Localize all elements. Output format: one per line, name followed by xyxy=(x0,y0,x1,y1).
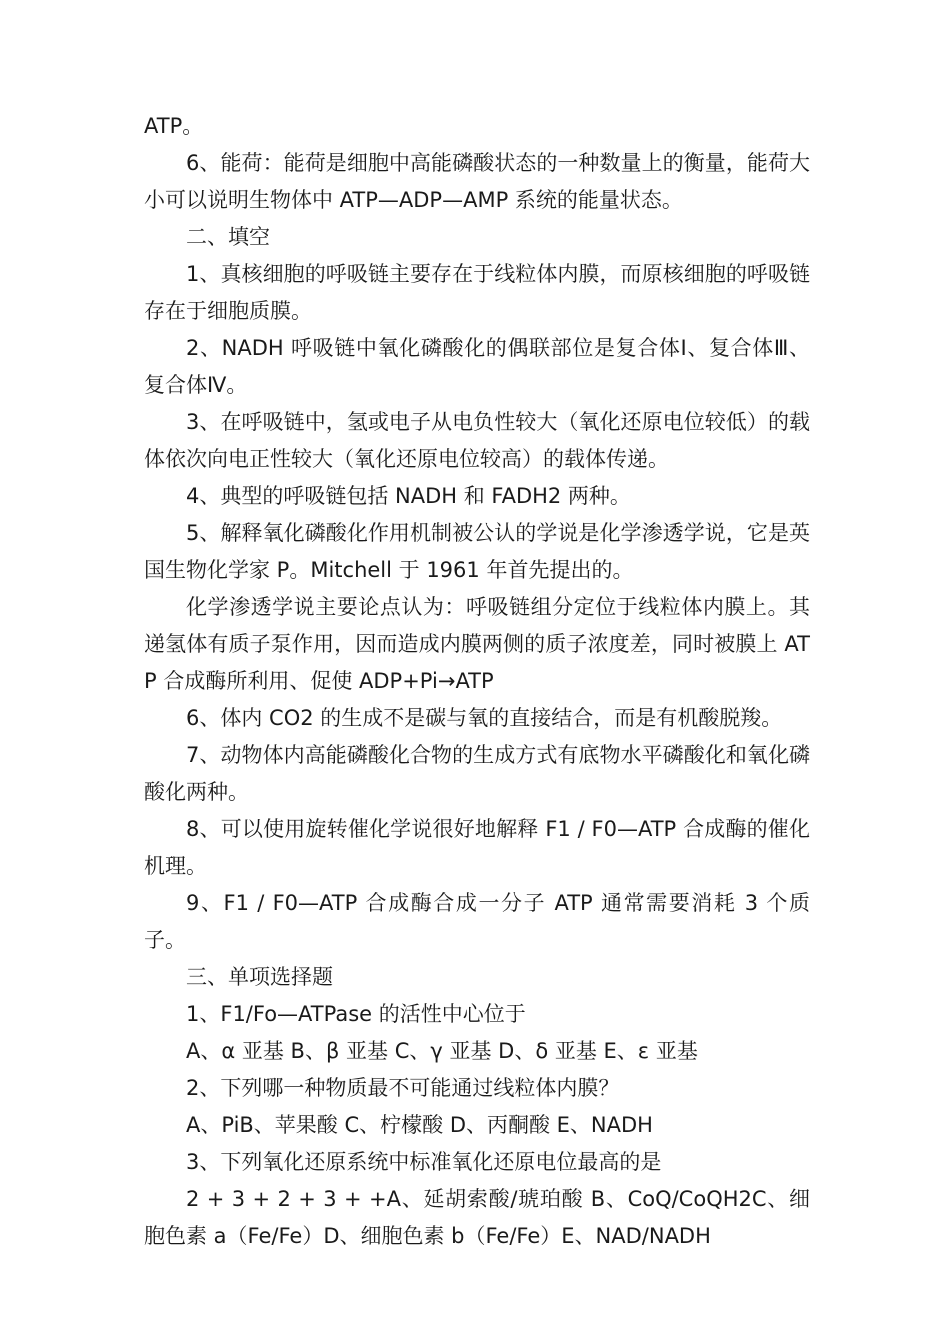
paragraph-fill-9: 9、F1 / F0—ATP 合成酶合成一分子 ATP 通常需要消耗 3 个质子。 xyxy=(144,891,810,952)
paragraph-energy-charge: 6、能荷：能荷是细胞中高能磷酸状态的一种数量上的衡量，能荷大小可以说明生物体中 ATP—ADP—AMP 系统的能量状态。 xyxy=(144,151,810,212)
section-heading-single-choice: 三、单项选择题 xyxy=(186,965,333,989)
paragraph-fill-6: 6、体内 CO2 的生成不是碳与氧的直接结合，而是有机酸脱羧。 xyxy=(186,706,783,730)
paragraph-fill-8: 8、可以使用旋转催化学说很好地解释 F1 / F0—ATP 合成酶的催化机理。 xyxy=(144,817,810,878)
question-1: 1、F1/Fo—ATPase 的活性中心位于 xyxy=(186,1002,526,1026)
question-2-options: A、PiB、苹果酸 C、柠檬酸 D、丙酮酸 E、NADH xyxy=(186,1113,653,1137)
question-3: 3、下列氧化还原系统中标准氧化还原电位最高的是 xyxy=(186,1150,662,1174)
paragraph-fill-2: 2、NADH 呼吸链中氧化磷酸化的偶联部位是复合体Ⅰ、复合体Ⅲ、复合体Ⅳ。 xyxy=(144,336,810,397)
paragraph-fill-5: 5、解释氧化磷酸化作用机制被公认的学说是化学渗透学说，它是英国生物化学家 P。Mitchell 于 1961 年首先提出的。 xyxy=(144,521,810,582)
paragraph-fill-1: 1、真核细胞的呼吸链主要存在于线粒体内膜，而原核细胞的呼吸链存在于细胞质膜。 xyxy=(144,262,810,323)
paragraph-fill-4: 4、典型的呼吸链包括 NADH 和 FADH2 两种。 xyxy=(186,484,631,508)
paragraph-atp-continuation: ATP。 xyxy=(144,114,204,138)
document-body xyxy=(144,108,810,1255)
question-1-options: A、α 亚基 B、β 亚基 C、γ 亚基 D、δ 亚基 E、ε 亚基 xyxy=(186,1039,698,1063)
question-3-options: 2 + 3 + 2 + 3 + +A、延胡索酸/琥珀酸 B、CoQ/CoQH2C、细胞色素 a（Fe/Fe）D、细胞色素 b（Fe/Fe）E、NAD/NADH xyxy=(144,1187,810,1248)
question-2: 2、下列哪一种物质最不可能通过线粒体内膜？ xyxy=(186,1076,620,1100)
section-heading-fill-in: 二、填空 xyxy=(186,225,270,249)
paragraph-fill-7: 7、动物体内高能磷酸化合物的生成方式有底物水平磷酸化和氧化磷酸化两种。 xyxy=(144,743,810,804)
paragraph-chemiosmotic-theory: 化学渗透学说主要论点认为：呼吸链组分定位于线粒体内膜上。其递氢体有质子泵作用，因而造成内膜两侧的质子浓度差，同时被膜上 ATP 合成酶所利用、促使 ADP+Pi→ATP xyxy=(144,595,810,693)
paragraph-fill-3: 3、在呼吸链中，氢或电子从电负性较大（氧化还原电位较低）的载体依次向电正性较大（氧化还原电位较高）的载体传递。 xyxy=(144,410,810,471)
